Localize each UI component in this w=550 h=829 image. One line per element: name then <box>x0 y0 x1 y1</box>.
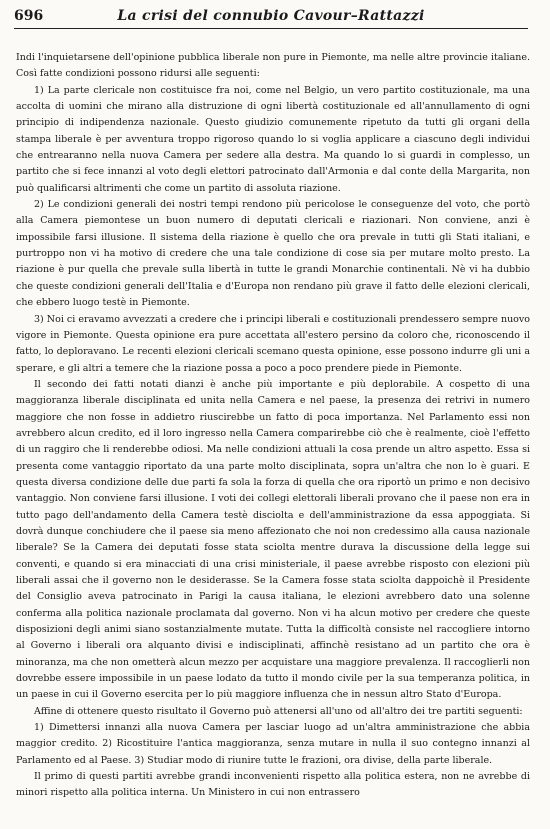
body-text <box>16 50 530 802</box>
paragraph-point-3: 3) Noi ci eravamo avvezzati a credere che i principi liberali e costituzionali prendessero sempre nuovo vigore in Piemonte. Questa opinione era pure accettata all'estero persino da coloro che, riconoscendo il fatto, lo deploravano. Le recenti elezioni clericali scemano questa opinione, esse possono indurre gli uni a sperare, e gli altri a temere che la riazione possa a poco a poco prendere piede in Piemonte. <box>16 313 530 374</box>
paragraph-point-2: 2) Le condizioni generali dei nostri tempi rendono più pericolose le conseguenze del voto, che portò alla Camera piemontese un buon numero di deputati clericali e riazionari. Non conviene, anzi è impossibile farsi illusione. Il sistema della riazione è quello che ora prevale in tutti gli Stati italiani, e purtroppo non vi ha motivo di credere che una tale condizione di cose sia per mutare molto presto. La riazione è pur quella che prevale sulla libertà in tutte le grandi Monarchie continentali. Nè vi ha dubbio che queste condizioni generali dell'Italia e d'Europa non rendano più grave il fatto delle elezioni clericali, che ebbero luogo testè in Piemonte. <box>16 199 530 309</box>
paragraph-second-fact: Il secondo dei fatti notati dianzi è anche più importante e più deplorabile. A cospetto di una maggioranza liberale disciplinata ed unita nella Camera e nel paese, la presenza dei retrivi in numero maggiore che non fosse in addietro riuscirebbe un fatto di poca importanza. Nel Parlamento essi non avrebbero alcun credito, ed il loro ingresso nella Camera comparirebbe ciò che è realmente, cioè l'effetto di un raggiro che li renderebbe odiosi. Ma nelle condizioni attuali la cosa prende un altro aspetto. Essa si presenta come vantaggio riportato da una parte molto disciplinata, sopra un'altra che non lo è guari. E questa diversa condizione delle due parti fa sola la forza di quella che ora riportò un primo e non decisivo vantaggio. Non conviene farsi illusione. I voti dei collegi elettorali liberali provano che il paese non era in tutto pago dell'andamento della Camera testè disciolta e dell'amministrazione da essa appoggiata. Si dovrà dunque conchiudere che il paese sia meno affezionato che noi non credessimo alla causa nazionale liberale? Se la Camera dei deputati fosse stata sciolta mentre durava la discussione della legge sui conventi, e quando si era minacciati di una crisi ministeriale, il paese avrebbe risposto con elezioni più liberali assai che il governo non le desiderasse. Se la Camera fosse stata sciolta dappoichè il Presidente del Consiglio aveva patrocinato in Parigi la causa italiana, le elezioni avrebbero dato una solenne conferma alla politica nazionale proclamata dal governo. Non vi ha alcun motivo per credere che queste disposizioni degli animi siano sostanzialmente mutate. Tutta la difficoltà consiste nel raccogliere intorno al Governo i liberali ora alquanto divisi e indisciplinati, affinchè resistano ad un partito che ora è minoranza, ma che non ometterà alcun mezzo per acquistare una maggiore prevalenza. Il raccoglierli non dovrebbe essere impossibile in un paese lodato da tutto il mondo civile per la sua temperanza politica, in un paese in cui il Governo esercita per lo più maggiore influenza che in nessun altro Stato d'Europa. <box>16 378 530 701</box>
paragraph-intro: Indi l'inquietarsene dell'opinione pubblica liberale non pure in Piemonte, ma nelle altre provincie italiane. Così fatte condizioni possono ridursi alle seguenti: <box>16 52 530 80</box>
paragraph-first-option: Il primo di questi partiti avrebbe grandi inconvenienti rispetto alla politica estera, non ne avrebbe di minori rispetto alla politica interna. Un Ministero in cui non entrassero <box>16 771 530 799</box>
paragraph-options-list: 1) Dimettersi innanzi alla nuova Camera per lasciar luogo ad un'altra amministrazione che abbia maggior credito. 2) Ricostituire l'antica maggioranza, senza mutare in nulla il suo contegno innanzi al Parlamento ed al Paese. 3) Studiar modo di riunire tutte le frazioni, ora divise, della parte liberale. <box>16 722 530 766</box>
page-number: 696 <box>14 8 44 24</box>
page-header <box>14 6 528 29</box>
running-title: La crisi del connubio Cavour–Rattazzi <box>117 8 425 24</box>
paragraph-three-options-intro: Affine di ottenere questo risultato il Governo può attenersi all'uno od all'altro dei tre partiti seguenti: <box>34 705 523 717</box>
paragraph-point-1: 1) La parte clericale non costituisce fra noi, come nel Belgio, un vero partito costituzionale, ma una accolta di uomini che mirano alla distruzione di ogni libertà costituzionale ed all'annullamento di ogni principio di indipendenza nazionale. Questo giudizio comunemente ripetuto da tutti gli organi della stampa liberale è per avventura troppo rigoroso quando lo si voglia applicare a ciascuno degli individui che entrearanno nella nuova Camera per sedere alla destra. Ma quando lo si guardi in complesso, un partito che si fece innanzi al voto degli elettori patrocinato dall'Armonia e dal conte della Margarita, non può qualificarsi altrimenti che come un partito di assoluta riazione. <box>16 84 530 194</box>
